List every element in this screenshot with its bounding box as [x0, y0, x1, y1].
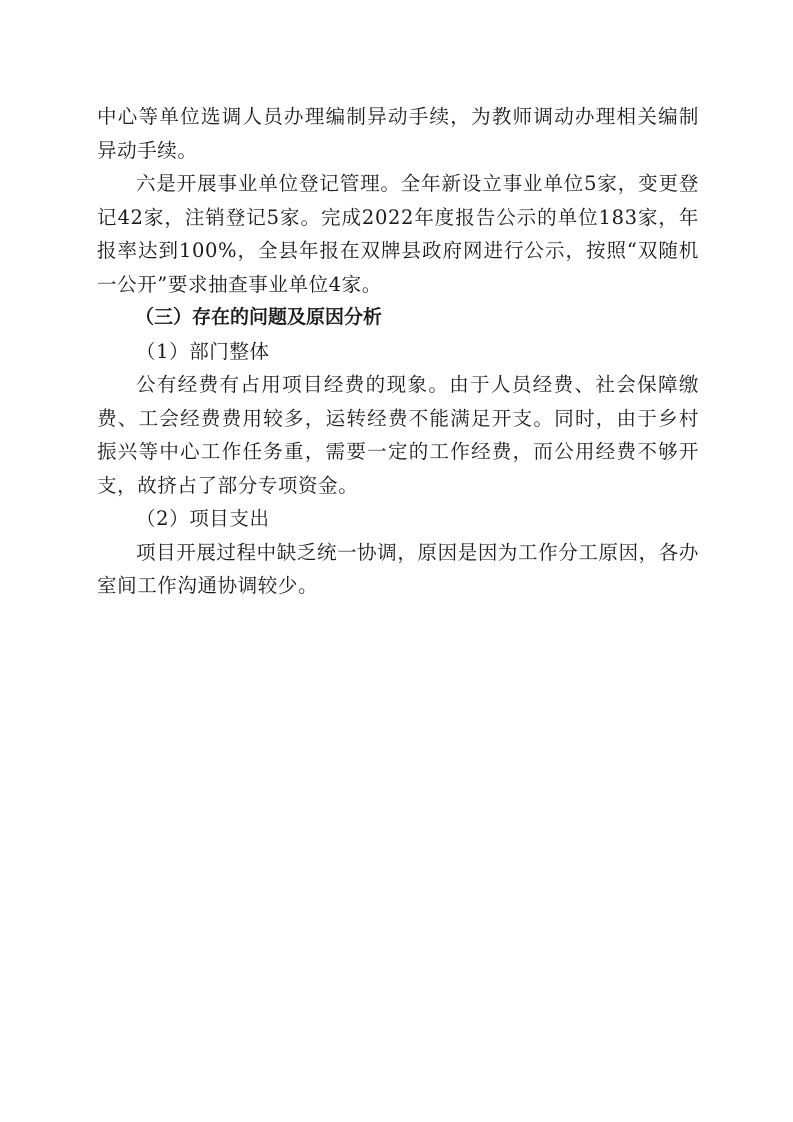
paragraph-project: 项目开展过程中缺乏统一协调，原因是因为工作分工原因，各办室间工作沟通协调较少。	[97, 540, 699, 597]
subheading-project: （2）项目支出	[136, 507, 270, 530]
subheading-department: （1）部门整体	[136, 339, 270, 363]
paragraph-registration: 六是开展事业单位登记管理。全年新设立事业单位5家，变更登记42家，注销登记5家。完成2022年度报告公示的单位183家，年报率达到100%，全县年报在双牌县政府网进行公示，按照“双随机一公开”要求抽查事业单位4家。	[97, 172, 699, 296]
document-body	[97, 100, 699, 603]
section-heading-problems: （三）存在的问题及原因分析	[135, 306, 383, 328]
paragraph-department: 公有经费有占用项目经费的现象。由于人员经费、社会保障缴费、工会经费费用较多，运转经费不能满足开支。同时，由于乡村振兴等中心工作任务重，需要一定的工作经费，而公用经费不够开支，故挤占了部分专项资金。	[97, 373, 699, 497]
paragraph-continuation: 中心等单位选调人员办理编制异动手续，为教师调动办理相关编制异动手续。	[97, 105, 699, 162]
